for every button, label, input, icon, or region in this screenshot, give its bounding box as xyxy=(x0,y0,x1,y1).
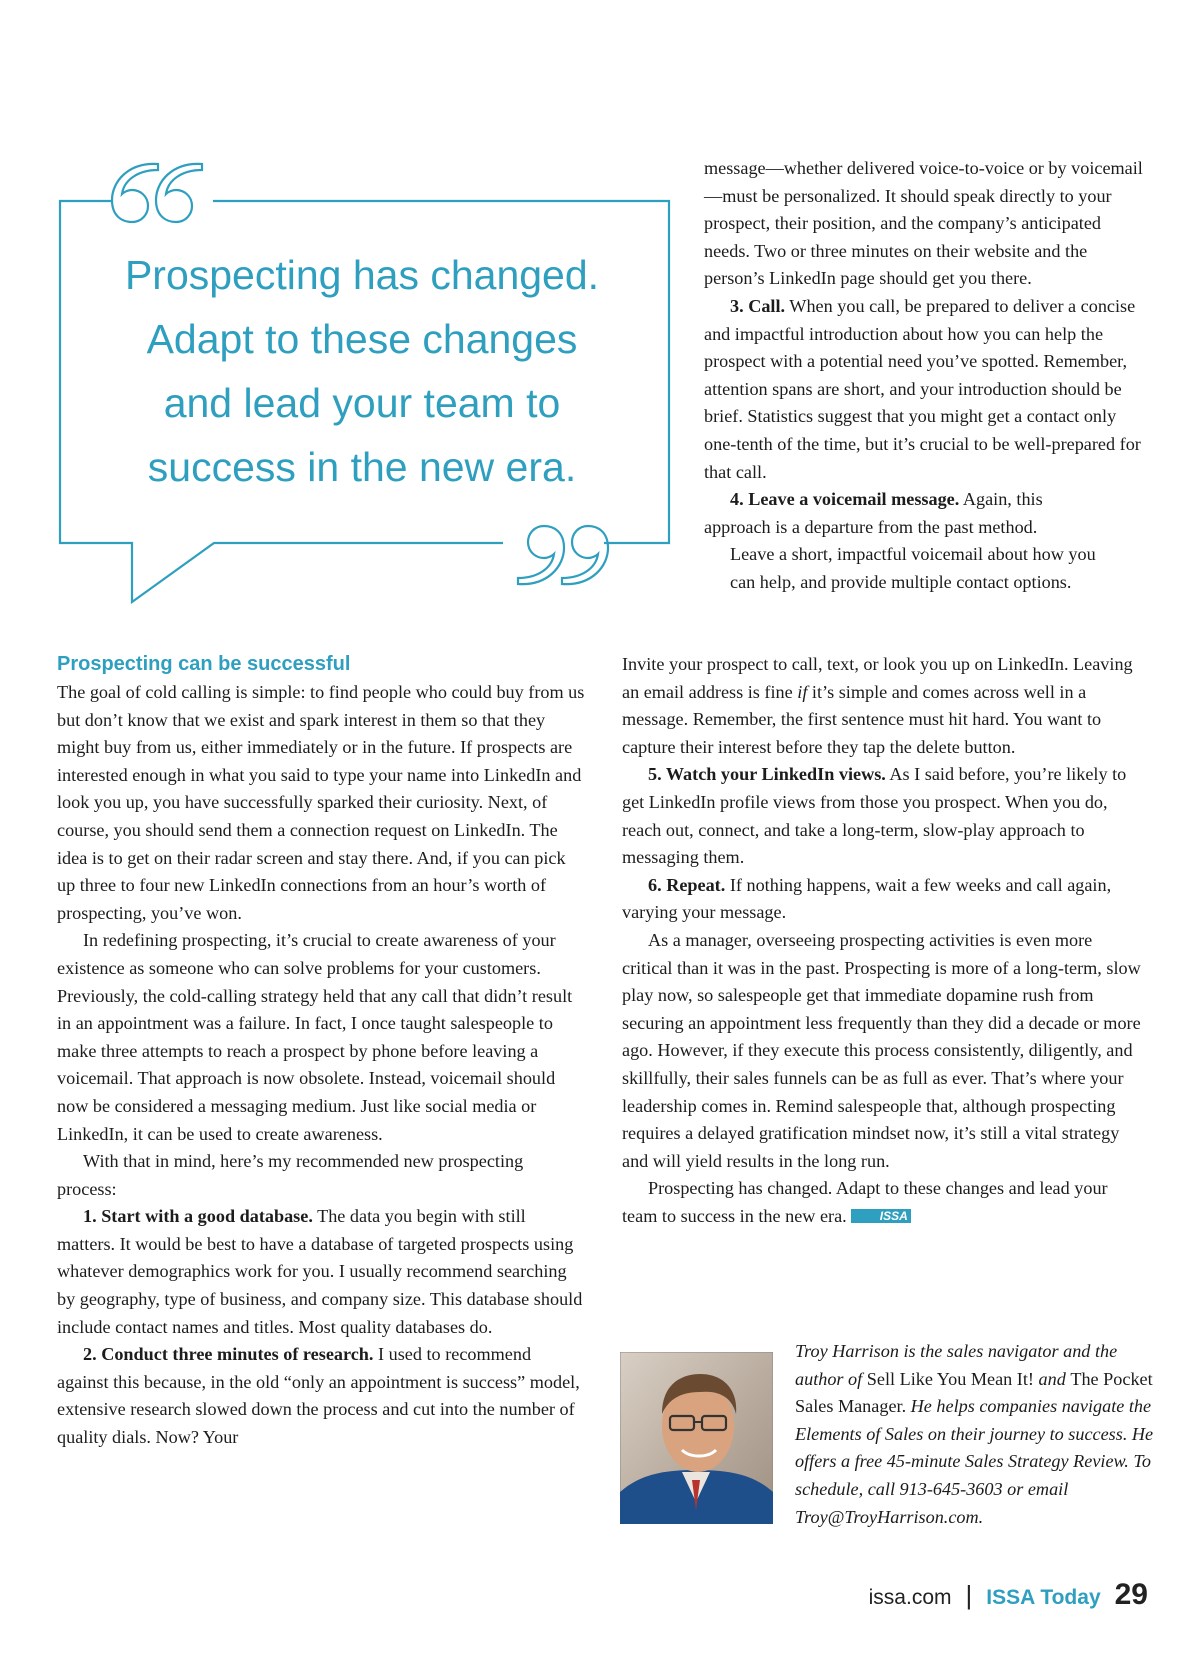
step-5-body: As I said before, you’re likely to get LinkedIn profile views from those you prospect. When you do, reach out, connect, and take a long-term, slow-play approach to messaging them. xyxy=(622,764,1127,868)
page-number: 29 xyxy=(1114,1578,1148,1611)
step-4-paragraph xyxy=(704,486,1144,596)
body-paragraph: message—whether delivered voice-to-voice or by voicemail—must be personalized. It should speak directly to your prospect, their position, and the company’s anticipated needs. Two or three minutes on their website and the person’s LinkedIn page should get you there. xyxy=(704,158,1143,289)
step-4-emphasis: if xyxy=(797,681,808,702)
right-column xyxy=(622,651,1144,1230)
right-column-top xyxy=(704,155,1144,597)
step-3-paragraph xyxy=(704,293,1144,486)
step-1-body: The data you begin with still matters. It would be best to have a database of targeted prospects using whatever demographics work for you. I usually recommend searching by geography, type of business, and company size. This database should include contact names and titles. Most quality databases do. xyxy=(57,1206,583,1337)
body-paragraph: The goal of cold calling is simple: to find people who could buy from us but don’t know that we exist and spark interest in them so that they might buy from us, either immediately or in the future. If prospects are interested enough in what you said to type your name into LinkedIn and look you up, you have successfully sparked their curiosity. Next, of course, you should send them a connection request on LinkedIn. The idea is to get on their radar screen and stay there. And, if you can pick up three to four new LinkedIn connections from an hour’s worth of prospecting, you’ve won. xyxy=(57,682,585,923)
body-paragraph: With that in mind, here’s my recommended new prospecting process: xyxy=(57,1151,524,1199)
step-6-title: 6. Repeat. xyxy=(648,874,726,895)
close-quote-icon xyxy=(518,526,608,584)
closing-text: Prospecting has changed. Adapt to these changes and lead your team to success in the new era. xyxy=(622,1178,1108,1226)
step-2-paragraph xyxy=(57,1341,587,1451)
pullquote-line: Prospecting has changed. xyxy=(124,252,600,298)
footer-site-link[interactable]: issa.com xyxy=(868,1586,952,1609)
pullquote xyxy=(62,243,662,499)
book-title: Sell Like You Mean It! xyxy=(866,1368,1034,1389)
pullquote-line: and lead your team to xyxy=(163,380,561,426)
pullquote-line: Adapt to these changes xyxy=(146,316,578,362)
step-5-paragraph xyxy=(622,761,1144,871)
step-5-title: 5. Watch your LinkedIn views. xyxy=(648,764,886,785)
step-4-line: approach is a departure from the past method. xyxy=(704,516,1038,537)
step-2-title: 2. Conduct three minutes of research. xyxy=(83,1344,374,1365)
step-6-paragraph xyxy=(622,872,1144,927)
step-4-line: Again, this xyxy=(959,489,1043,510)
body-paragraph: As a manager, overseeing prospecting activities is even more critical than it was in the past. Prospecting is more of a long-term, slow play now, so salespeople get that immediate dopamine rush from securing an appointment less frequently than they did a decade or more ago. However, if they execute this process consistently, diligently, and skillfully, their sales funnels can be as full as ever. That’s where your leadership comes in. Remind salespeople that, although prospecting requires a delayed gratification mindset now, it’s still a vital strategy and will yield results in the long run. xyxy=(622,929,1141,1171)
step-4-line: can help, and provide multiple contact options. xyxy=(730,571,1072,592)
closing-paragraph xyxy=(622,1175,1144,1230)
author-photo xyxy=(620,1352,773,1524)
page-footer xyxy=(869,1578,1148,1612)
left-column xyxy=(57,679,587,1452)
footer-magazine-name: ISSA Today xyxy=(986,1586,1101,1609)
pullquote-line: success in the new era. xyxy=(147,444,577,490)
step-4-text: Invite your prospect to call, text, or look you up on LinkedIn. Leaving an email address is fine xyxy=(622,654,1133,702)
step-4-text: it’s simple and comes across well in a message. Remember, the first sentence must hit hard. You want to capture their interest before they tap the delete button. xyxy=(622,681,1102,757)
bio-text: He helps companies navigate the Elements of Sales on their journey to success. He offers a free 45-minute Sales Strategy Review. To schedule, call 913-645-3603 or email Troy@TroyHarrison.com. xyxy=(795,1396,1154,1527)
step-3-title: 3. Call. xyxy=(730,295,786,316)
step-4-title: 4. Leave a voicemail message. xyxy=(730,489,960,510)
step-4-continued xyxy=(622,651,1144,761)
step-4-line: Leave a short, impactful voicemail about how you xyxy=(730,544,1096,565)
step-1-title: 1. Start with a good database. xyxy=(83,1206,313,1227)
book-title: The Pocket Sales Manager. xyxy=(795,1368,1153,1417)
issa-logo-icon: ISSA xyxy=(851,1209,911,1223)
open-quote-icon xyxy=(112,164,202,222)
bio-text: Troy Harrison is the sales navigator and the author of xyxy=(795,1341,1118,1389)
step-6-body: If nothing happens, wait a few weeks and call again, varying your message. xyxy=(622,874,1112,923)
step-1-paragraph xyxy=(57,1203,587,1341)
bio-text: and xyxy=(1033,1368,1071,1389)
step-2-body: I used to recommend against this because, in the old “only an appointment is success” model, extensive research slowed down the process and cut into the number of quality dials. Now? Your xyxy=(57,1344,580,1448)
section-heading: Prospecting can be successful xyxy=(57,653,351,675)
footer-separator: | xyxy=(965,1580,973,1610)
author-bio xyxy=(795,1338,1155,1531)
step-3-body: When you call, be prepared to deliver a concise and impactful introduction about how you can help the prospect with a potential need you’ve spotted. Remember, attention spans are short, and your introduction should be brief. Statistics suggest that you might get a contact only one-tenth of the time, but it’s crucial to be well-prepared for that call. xyxy=(704,295,1141,482)
body-paragraph: In redefining prospecting, it’s crucial to create awareness of your existence as someone who can solve problems for your customers. Previously, the cold-calling strategy held that any call that didn’t result in an appointment was a failure. In fact, I once taught salespeople to make three attempts to reach a prospect by phone before leaving a voicemail. That approach is now obsolete. Instead, voicemail should now be considered a messaging medium. Just like social media or LinkedIn, it can be used to create awareness. xyxy=(57,930,573,1144)
